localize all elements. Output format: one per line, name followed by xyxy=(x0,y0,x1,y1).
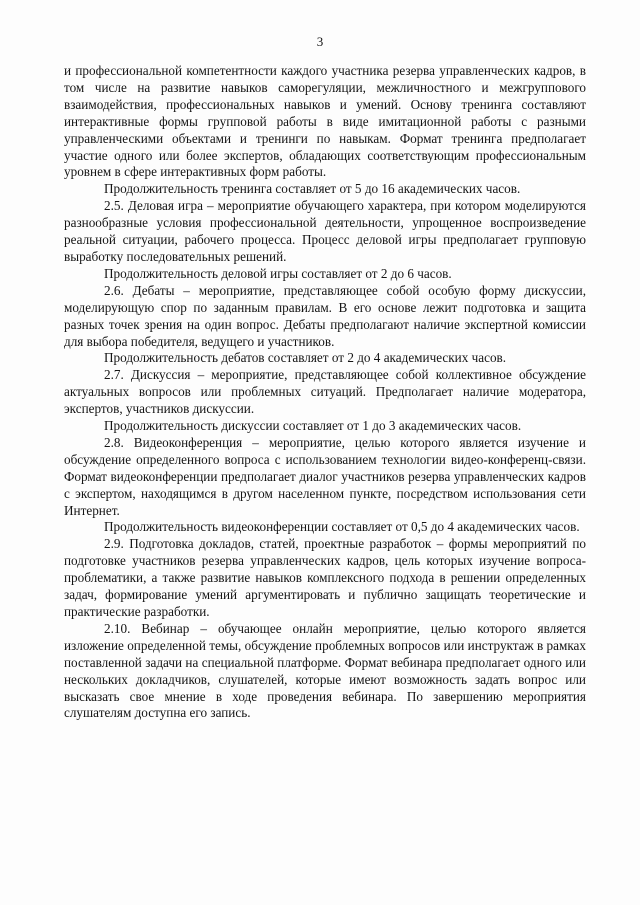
paragraph-business-game-duration: Продолжительность деловой игры составляет от 2 до 6 часов. xyxy=(104,265,452,281)
paragraph-business-game: 2.5. Деловая игра – мероприятие обучающего характера, при котором моделируются разнообразные условия профессиональной деятельности, упрощенное воспроизведение реальной ситуации, рабочего процесса. Процесс деловой игры предполагает групповую выработку последовательных решений. xyxy=(64,198,586,264)
paragraph-discussion-duration: Продолжительность дискуссии составляет от 1 до 3 академических часов. xyxy=(104,418,522,434)
paragraph-training-duration: Продолжительность тренинга составляет от 5 до 16 академических часов. xyxy=(104,181,521,197)
paragraph-debates: 2.6. Дебаты – мероприятие, представляющее собой особую форму дискуссии, моделирующую спор по заданным правилам. В его основе лежит подготовка и защита разных точек зрения на один вопрос. Дебаты предполагают наличие экспертной комиссии для выбора победителя, ведущего и участников. xyxy=(64,282,586,349)
page-number: 3 xyxy=(316,34,324,49)
document-body xyxy=(64,63,586,722)
paragraph-reports-articles: 2.9. Подготовка докладов, статей, проектные разработок – формы мероприятий по подготовке участников резерва управленческих кадров, цель которых изучение вопроса-проблематики, а также развитие навыков комплексного подхода в решении определенных задач, формирование умений аргументировать и публично защищать теоретические и практические разработки. xyxy=(64,536,586,619)
paragraph-debates-duration: Продолжительность дебатов составляет от 2 до 4 академических часов. xyxy=(104,350,507,366)
paragraph-videoconference-duration: Продолжительность видеоконференции составляет от 0,5 до 4 академических часов. xyxy=(104,519,580,535)
paragraph-videoconference: 2.8. Видеоконференция – мероприятие, целью которого является изучение и обсуждение определенного вопроса с использованием технологии видео-конференц-связи. Формат видеоконференции предполагает диалог участников резерва управленческих кадров с экспертом, находящимся в другом населенном пункте, посредством использования сети Интернет. xyxy=(64,434,586,518)
paragraph-discussion: 2.7. Дискуссия – мероприятие, представляющее собой коллективное обсуждение актуальных вопросов или проблемных ситуаций. Предполагает наличие модератора, экспертов, участников дискуссии. xyxy=(64,367,586,417)
paragraph-webinar: 2.10. Вебинар – обучающее онлайн мероприятие, целью которого является изложение определенной темы, обсуждение проблемных вопросов или инструктаж в рамках поставленной задачи на специальной платформе. Формат вебинара предполагает одного или нескольких докладчиков, слушателей, которые имеют возможность задать вопрос или высказать свое мнение в ходе проведения вебинара. По завершению мероприятия слушателям доступна его запись. xyxy=(64,620,586,721)
paragraph-training-intro: и профессиональной компетентности каждого участника резерва управленческих кадров, в том числе на развитие навыков саморегуляции, межличностного и межгруппового взаимодействия, профессиональных навыков и умений. Основу тренинга составляют интерактивные формы групповой работы в виде имитационной работы с разными управленческими объектами и тренинги по навыкам. Формат тренинга предполагает участие одного или более экспертов, обладающих соответствующим профессиональным уровнем в сфере интерактивных форм работы. xyxy=(64,63,586,180)
